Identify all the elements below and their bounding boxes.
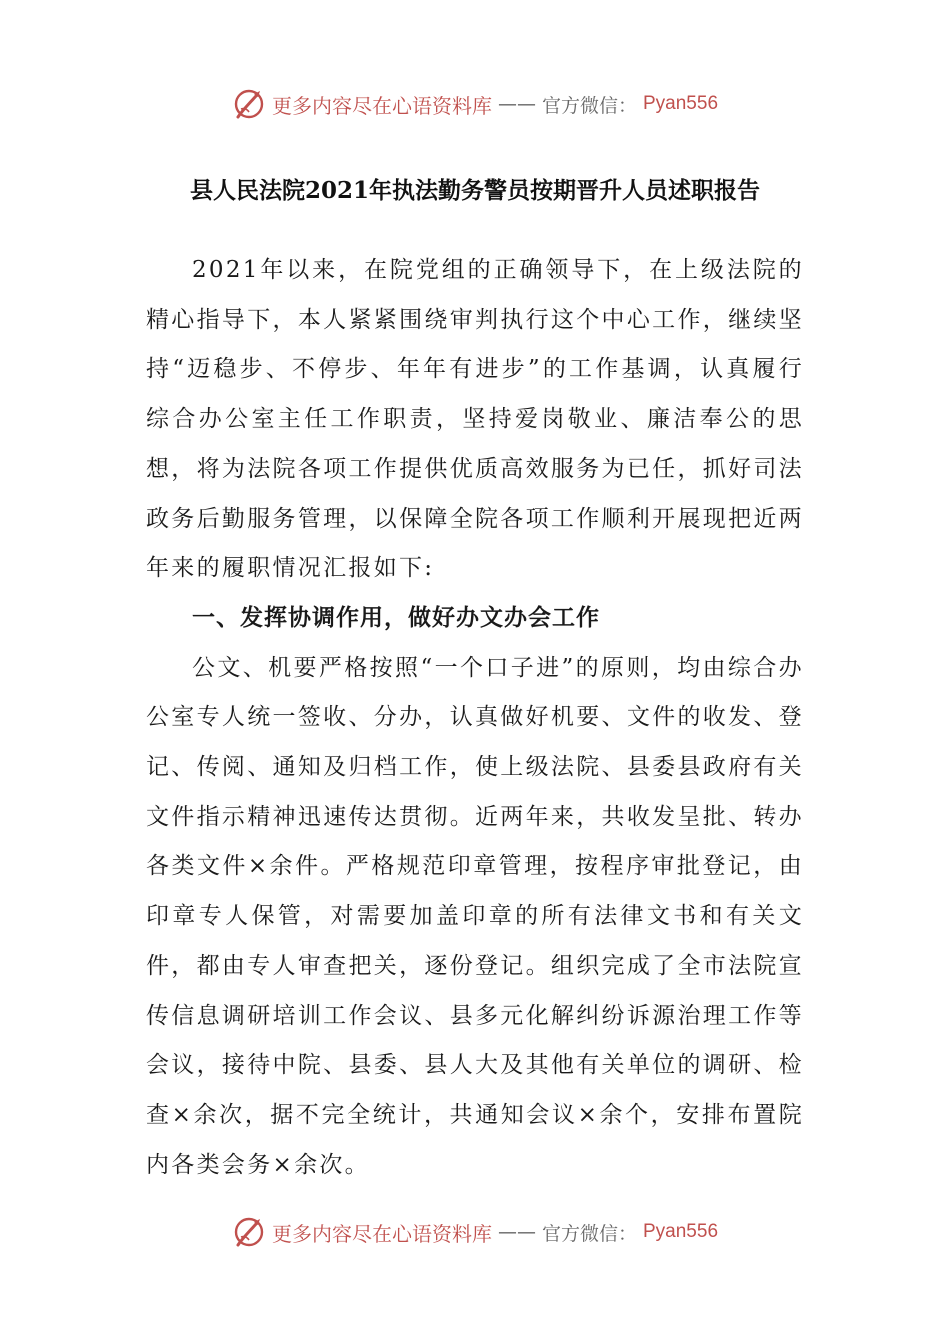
watermark-red-text: 更多内容尽在心语资料库: [271, 93, 492, 118]
document-title: 县人民法院2021年执法勤务警员按期晋升人员述职报告: [189, 177, 760, 204]
watermark-id-text: Pyan556: [643, 93, 719, 114]
section-paragraph-1: 公文、机要严格按照“一个口子进”的原则，均由综合办公室专人统一签收、分办，认真做好机要、文件的收发、登记、传阅、通知及归档工作，使上级法院、县委县政府有关文件指示精神迅速传达贯彻。近两年来，共收发呈批、转办各类文件×余件。严格规范印章管理，按程序审批登记，由印章专人保管，对需要加盖印章的所有法律文书和有关文件，都由专人审查把关，逐份登记。组织完成了全市法院宣传信息调研培训工作会议、县多元化解纠纷诉源治理工作等会议，接待中院、县委、县人大及其他有关单位的调研、检查×余次，据不完全统计，共通知会议×余个，安排布置院内各类会务×余次。: [146, 654, 804, 1178]
watermark-dash: ——: [497, 1221, 536, 1243]
watermark-banner-bottom: [0, 1212, 950, 1252]
pen-logo-icon: [232, 1215, 266, 1249]
watermark-gray-text: 官方微信：: [541, 1222, 637, 1245]
intro-paragraph: 2021年以来，在院党组的正确领导下，在上级法院的精心指导下，本人紧紧围绕审判执行这个中心工作，继续坚持“迈稳步、不停步、年年有进步”的工作基调，认真履行综合办公室主任工作职责，坚持爱岗敬业、廉洁奉公的思想，将为法院各项工作提供优质高效服务为已任，抓好司法政务后勤服务管理，以保障全院各项工作顺利开展现把近两年来的履职情况汇报如下:: [146, 257, 804, 582]
watermark-gray-text: 官方微信：: [541, 94, 637, 117]
pen-logo-icon: [232, 87, 266, 121]
watermark-dash: ——: [497, 93, 536, 115]
watermark-id-text: Pyan556: [643, 1221, 719, 1242]
section-heading-1: 一、发挥协调作用，做好办文办会工作: [192, 604, 600, 631]
watermark-banner-top: [0, 84, 950, 124]
watermark-red-text: 更多内容尽在心语资料库: [271, 1221, 492, 1246]
document-body: [146, 246, 804, 1190]
